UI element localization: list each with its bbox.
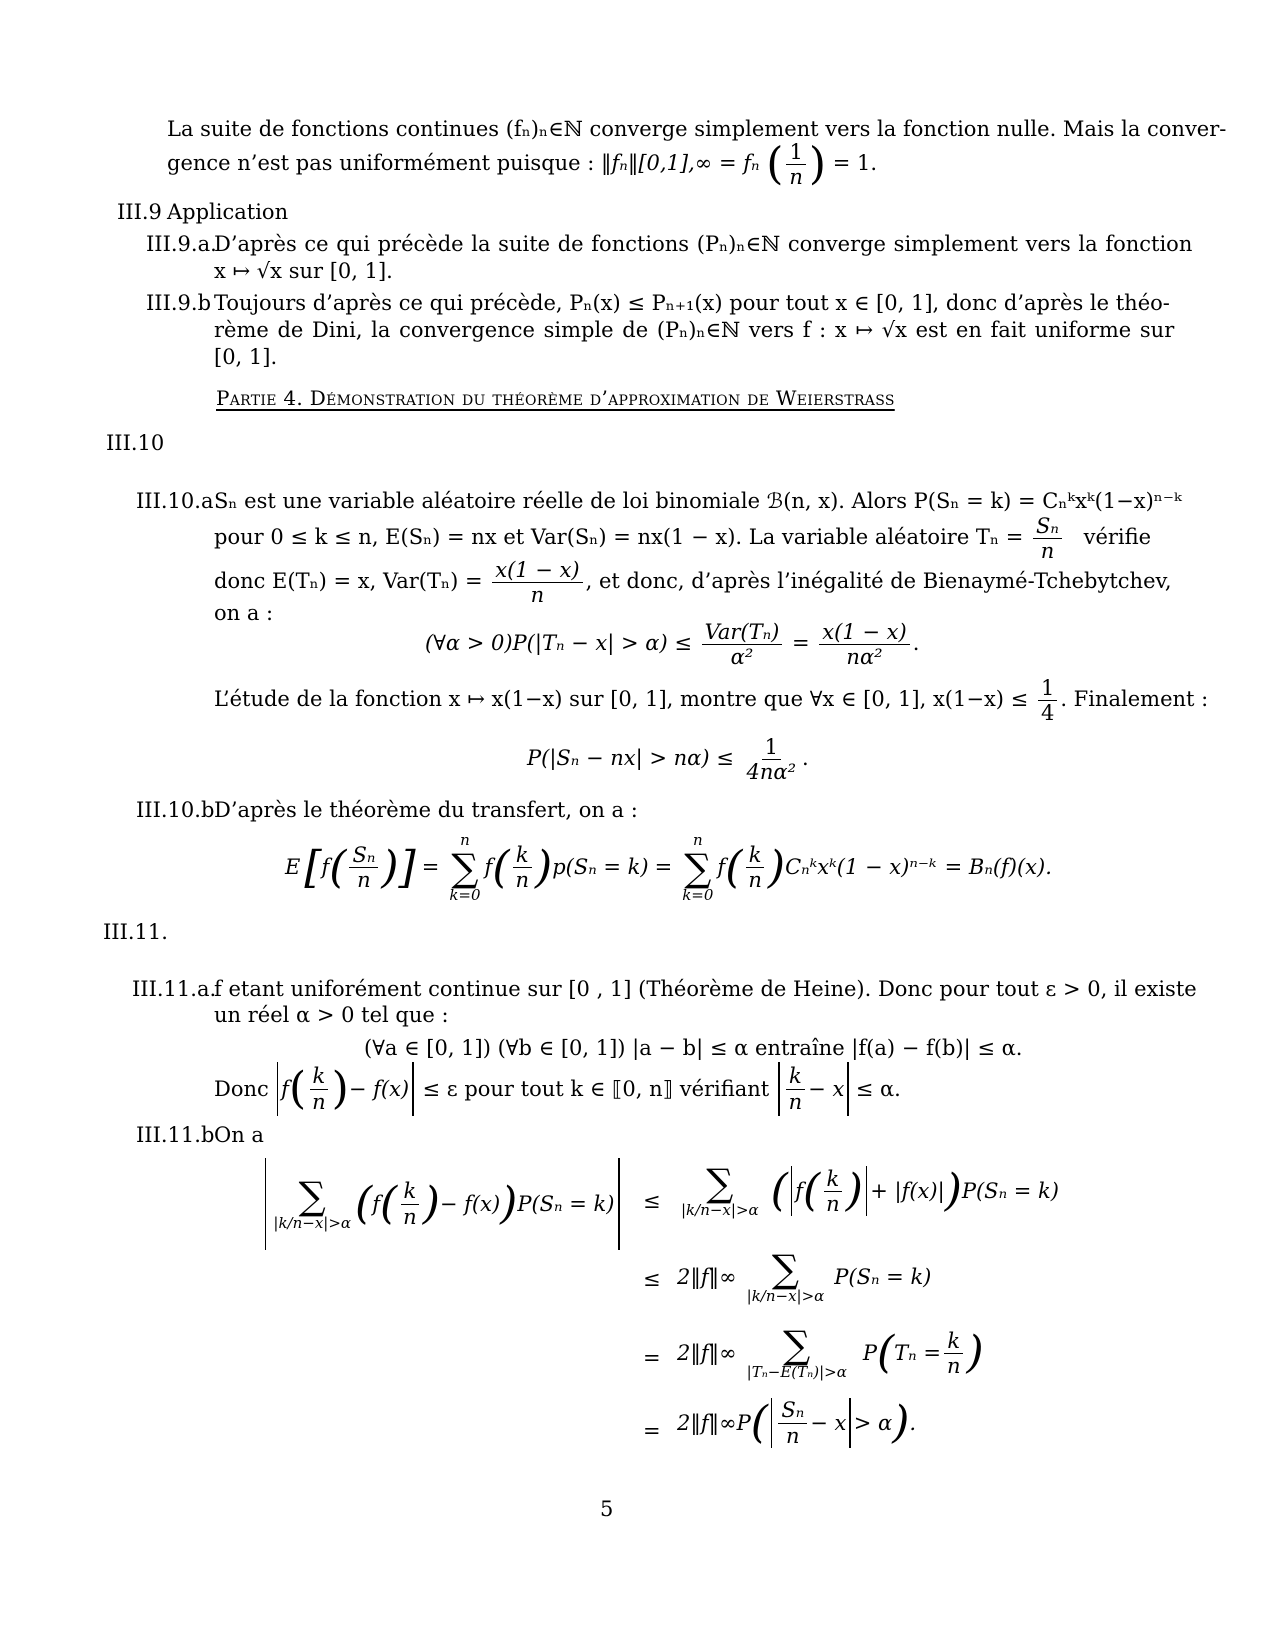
study-text: L’étude de la fonction x ↦ x(1−x) sur [0, 1], montre que ∀x ∈ [0, 1], x(1−x) ≤ — [214, 687, 1029, 712]
label-III11b: III.11.b — [136, 1123, 215, 1147]
study-line — [214, 676, 1208, 725]
study-end: . Finalement : — [1060, 687, 1209, 712]
III11b-line-1: On a — [214, 1123, 264, 1147]
III10a-line-4: on a : — [214, 601, 274, 625]
eq-line-3-rhs: 2‖f‖∞ ∑ |Tₙ−E(Tₙ)|>α P ( Tₙ = $\frac{k}{n}$ ) — [677, 1323, 984, 1381]
label-III10a: III.10.a — [136, 489, 214, 513]
sum-1: n ∑ k=0 — [449, 831, 481, 904]
sum-2: n ∑ k=0 — [682, 831, 714, 904]
III10a-line-2a: pour 0 ≤ k ≤ n, E(Sₙ) = nx et Var(Sₙ) = nx(1 − x). La variable aléatoire Tₙ = — [214, 525, 1024, 550]
part-4-title: Partie 4. Démonstration du théorème d’approximation de Weierstrass — [216, 386, 895, 410]
III10a-line-2b: vérifie — [1083, 525, 1152, 550]
label-III9a: III.9.a. — [146, 232, 217, 256]
paren-open: ( — [766, 138, 784, 190]
III9b-line-1: Toujours d’après ce qui précède, Pₙ(x) ≤ Pₙ₊₁(x) pour tout x ∈ [0, 1], donc d’après le théo- — [214, 291, 1170, 315]
III11a-line-1: f etant uniforément continue sur [0 , 1] (Théorème de Heine). Donc pour tout ε > 0, il existe — [214, 977, 1197, 1001]
donc-word: Donc — [214, 1076, 269, 1101]
III10a-line-1: Sₙ est une variable aléatoire réelle de loi binomiale ℬ(n, x). Alors P(Sₙ = k) = Cₙᵏxᵏ(1−x)ⁿ⁻ᵏ — [214, 489, 1182, 513]
intro-line-2-end: = 1. — [832, 151, 878, 176]
intro-line-2-math: ‖fₙ‖[0,1],∞ = fₙ — [601, 151, 760, 176]
final-inequality: P(|Sₙ − nx| > nα) ≤ $\frac{1}{\text{4nα²}}$ . — [527, 735, 809, 785]
eq-line-4-rhs: 2‖f‖∞P ( $\frac{\text{Sₙ}}{n}$ − x > α ) . — [677, 1397, 917, 1448]
fraction-var-over-alpha2: $\frac{\text{Var(Tₙ)}}{\text{α²}}$ — [702, 620, 783, 669]
eq-line-1-lhs: ∑ |k/n−x|>α ( f ( $\frac{k}{n}$ ) − f(x) ) P(Sₙ = k) — [262, 1158, 623, 1250]
III10a-line-3b: , et donc, d’après l’inégalité de Bienaymé-Tchebytchev, — [585, 569, 1172, 594]
fraction-one-over-n: $\frac{1}{n}$ — [786, 140, 806, 189]
label-III10b: III.10.b — [136, 798, 215, 822]
III10a-line-3 — [214, 558, 1172, 607]
eq-line-1-rhs: ∑ |k/n−x|>α ( f ( $\frac{k}{n}$ ) + |f(x)| ) P(Sₙ = k) — [681, 1161, 1059, 1219]
intro-line-2-text: gence n’est pas uniformément puisque : — [167, 151, 595, 176]
donc-line: Donc f ( $\frac{k}{n}$ ) − f(x) ≤ ε pour tout k ∈ ⟦0, n⟧ vérifiant $\frac{k}{n}$ − x ≤ α. — [214, 1063, 901, 1114]
eq-rel-3: = — [643, 1346, 661, 1370]
fraction-variance-Tn: $\frac{x(1 - x)}{n}$ — [492, 558, 582, 607]
bienayme-inequality: (∀α > 0)P(|Tₙ − x| > α) ≤ $\frac{\text{Var(Tₙ)}}{\text{α²}}$ = $\frac{x(1 - x)}{\text{nα²}}$ . — [425, 620, 920, 670]
III10a-line-3a: donc E(Tₙ) = x, Var(Tₙ) = — [214, 569, 483, 594]
label-III9b: III.9.b — [146, 291, 212, 315]
III9b-line-2: rème de Dini, la convergence simple de (Pₙ)ₙ∈ℕ vers f : x ↦ √x est en fait uniforme sur — [214, 318, 1175, 342]
intro-line-2 — [167, 140, 877, 189]
fraction-x1-x-over-nalpha2: $\frac{x(1 - x)}{\text{nα²}}$ — [819, 620, 909, 669]
III11a-line-2: un réel α > 0 tel que : — [214, 1003, 449, 1027]
donc-middle: ≤ ε pour tout k ∈ ⟦0, n⟧ vérifiant — [422, 1076, 770, 1101]
paren-close: ) — [808, 138, 827, 190]
transfer-equation: E [ f ( $\frac{\text{Sₙ}}{n}$ ) ] = n ∑ k=0 f ( $\frac{k}{n}$ ) p(Sₙ = k) = n ∑ k=0 f ( $\frac{k}{n}$ ) Cₙᵏxᵏ(1 − x)ⁿ⁻ᵏ = Bₙ(f)(x). — [285, 831, 1052, 904]
fraction-1-over-4nalpha2: $\frac{1}{\text{4nα²}}$ — [746, 735, 796, 785]
eq-rel-4: = — [643, 1419, 661, 1443]
III9a-line-1: D’après ce qui précède la suite de fonctions (Pₙ)ₙ∈ℕ converge simplement vers la fonction — [214, 232, 1193, 256]
III11a-equation: (∀a ∈ [0, 1]) (∀b ∈ [0, 1]) |a − b| ≤ α entraîne |f(a) − f(b)| ≤ α. — [364, 1036, 1023, 1060]
eq-line-2-rhs: 2‖f‖∞ ∑ |k/n−x|>α P(Sₙ = k) — [677, 1247, 932, 1305]
intro-line-1: La suite de fonctions continues (fₙ)ₙ∈ℕ converge simplement vers la fonction nulle. Mais la conver- — [167, 117, 1227, 141]
final-left: P(|Sₙ − nx| > nα) ≤ — [527, 746, 734, 771]
section-title-application: Application — [167, 200, 289, 224]
III9b-line-3: [0, 1]. — [214, 345, 278, 369]
III10a-line-2 — [214, 514, 1151, 563]
section-label-III10: III.10 — [106, 431, 165, 455]
section-label-III11: III.11. — [103, 920, 168, 944]
transfer-right: = Bₙ(f)(x). — [944, 855, 1052, 880]
ineq-left: (∀α > 0)P(|Tₙ − x| > α) ≤ — [425, 631, 692, 656]
section-label-III9: III.9 — [117, 200, 162, 224]
III9a-line-2: x ↦ √x sur [0, 1]. — [214, 259, 393, 283]
eq-rel-2: ≤ — [643, 1267, 661, 1291]
fraction-one-quarter: $\frac{1}{4}$ — [1038, 676, 1057, 725]
page-number: 5 — [600, 1497, 614, 1521]
III10b-line-1: D’après le théorème du transfert, on a : — [214, 798, 638, 822]
label-III11a: III.11.a. — [132, 977, 217, 1001]
eq-rel-1: ≤ — [643, 1189, 661, 1213]
fraction-Sn-over-n: $\frac{\text{Sₙ}}{n}$ — [1033, 514, 1062, 563]
donc-end: ≤ α. — [855, 1076, 901, 1101]
